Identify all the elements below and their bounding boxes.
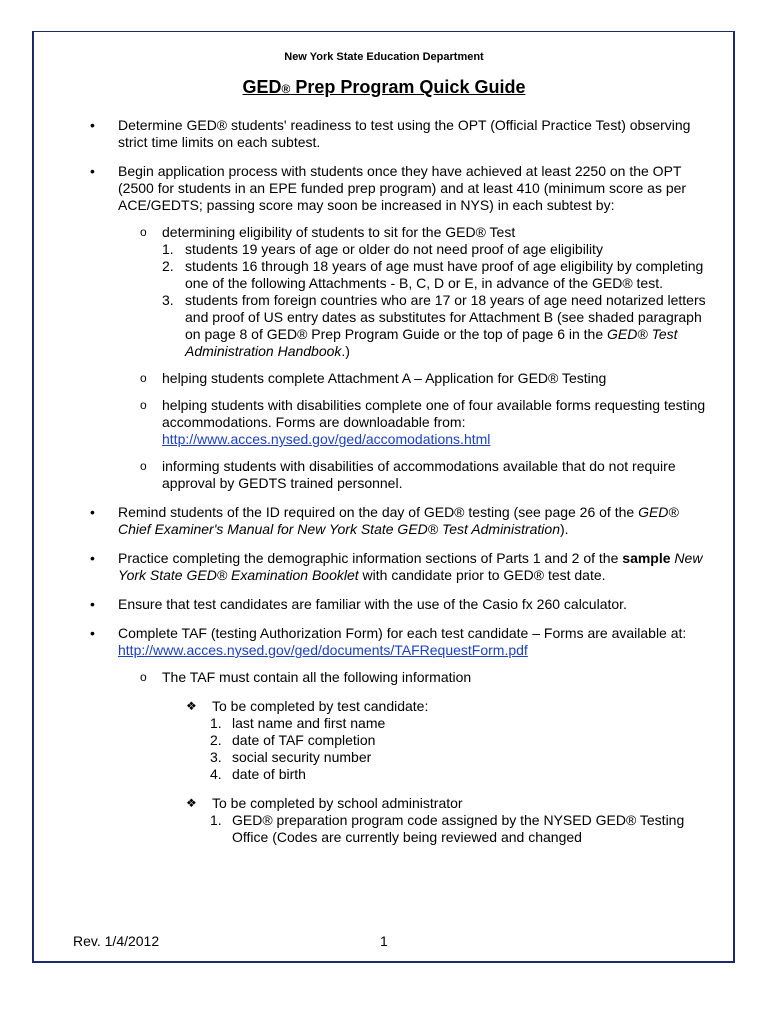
- numbered-item: 4. date of birth: [210, 766, 306, 782]
- guide-content: [90, 117, 710, 846]
- numbered-item: 2. date of TAF completion: [210, 732, 376, 748]
- diamond-item: ❖ To be completed by school administrator: [186, 795, 463, 811]
- list-item: • Remind students of the ID required on the day of GED® testing (see page 26 of the GED® Chief Examiner's Manual for New York State GED® Test Administration).: [90, 504, 679, 537]
- numbered-item: 2. students 16 through 18 years of age must have proof of age eligibility by completing one of the following Attachments - B, C, D or E, in advance of the GED® test.: [162, 258, 704, 291]
- diamond-item: ❖ To be completed by test candidate:: [186, 698, 429, 714]
- list-item: • Ensure that test candidates are familiar with the use of the Casio fx 260 calculator.: [90, 596, 627, 612]
- numbered-item: 1. GED® preparation program code assigned by the NYSED GED® Testing Office (Codes are currently being reviewed and changed: [210, 812, 685, 845]
- revision-date: Rev. 1/4/2012: [73, 933, 160, 949]
- sub-item: o helping students with disabilities complete one of four available forms requesting testing accommodations. Forms are downloadable from: http://www.acces.nysed.gov/ged/accomodations.html: [140, 397, 706, 447]
- list-item: • Complete TAF (testing Authorization Form) for each test candidate – Forms are available at: http://www.acces.nysed.gov/ged/documents/TAFRequestForm.pdf: [90, 625, 687, 658]
- numbered-item: 1. students 19 years of age or older do not need proof of age eligibility: [162, 241, 603, 257]
- numbered-item: 1. last name and first name: [210, 715, 386, 731]
- accommodations-link[interactable]: http://www.acces.nysed.gov/ged/accomodations.html: [162, 431, 491, 447]
- sub-item: o The TAF must contain all the following information: [140, 669, 472, 685]
- numbered-item: 3. students from foreign countries who are 17 or 18 years of age need notarized letters and proof of US entry dates as substitutes for Attachment B (see shaded paragraph on page 8 of GED® Prep Program Guide or the top of page 6 in the GED® Test Administration Handbook.): [162, 292, 706, 359]
- page-title: GED® Prep Program Quick Guide: [242, 77, 526, 97]
- page-number: 1: [380, 933, 388, 949]
- list-item: • Begin application process with students once they have achieved at least 2250 on the OPT (2500 for students in an EPE funded prep program) and at least 410 (minimum score as per ACE/GEDTS; passing score may soon be increased in NYS) in each subtest by:: [90, 163, 687, 213]
- department-heading: New York State Education Department: [284, 51, 484, 63]
- list-item: • Practice completing the demographic information sections of Parts 1 and 2 of the sample New York State GED® Examination Booklet with candidate prior to GED® test date.: [90, 550, 703, 583]
- numbered-item: 3. social security number: [210, 749, 372, 765]
- sub-item: o informing students with disabilities of accommodations available that do not require approval by GEDTS trained personnel.: [140, 458, 676, 491]
- sub-item: o helping students complete Attachment A – Application for GED® Testing: [140, 370, 607, 386]
- list-item: • Determine GED® students' readiness to test using the OPT (Official Practice Test) observing strict time limits on each subtest.: [90, 117, 691, 150]
- sub-item: o determining eligibility of students to sit for the GED® Test: [140, 224, 516, 240]
- taf-form-link[interactable]: http://www.acces.nysed.gov/ged/documents/TAFRequestForm.pdf: [118, 642, 528, 658]
